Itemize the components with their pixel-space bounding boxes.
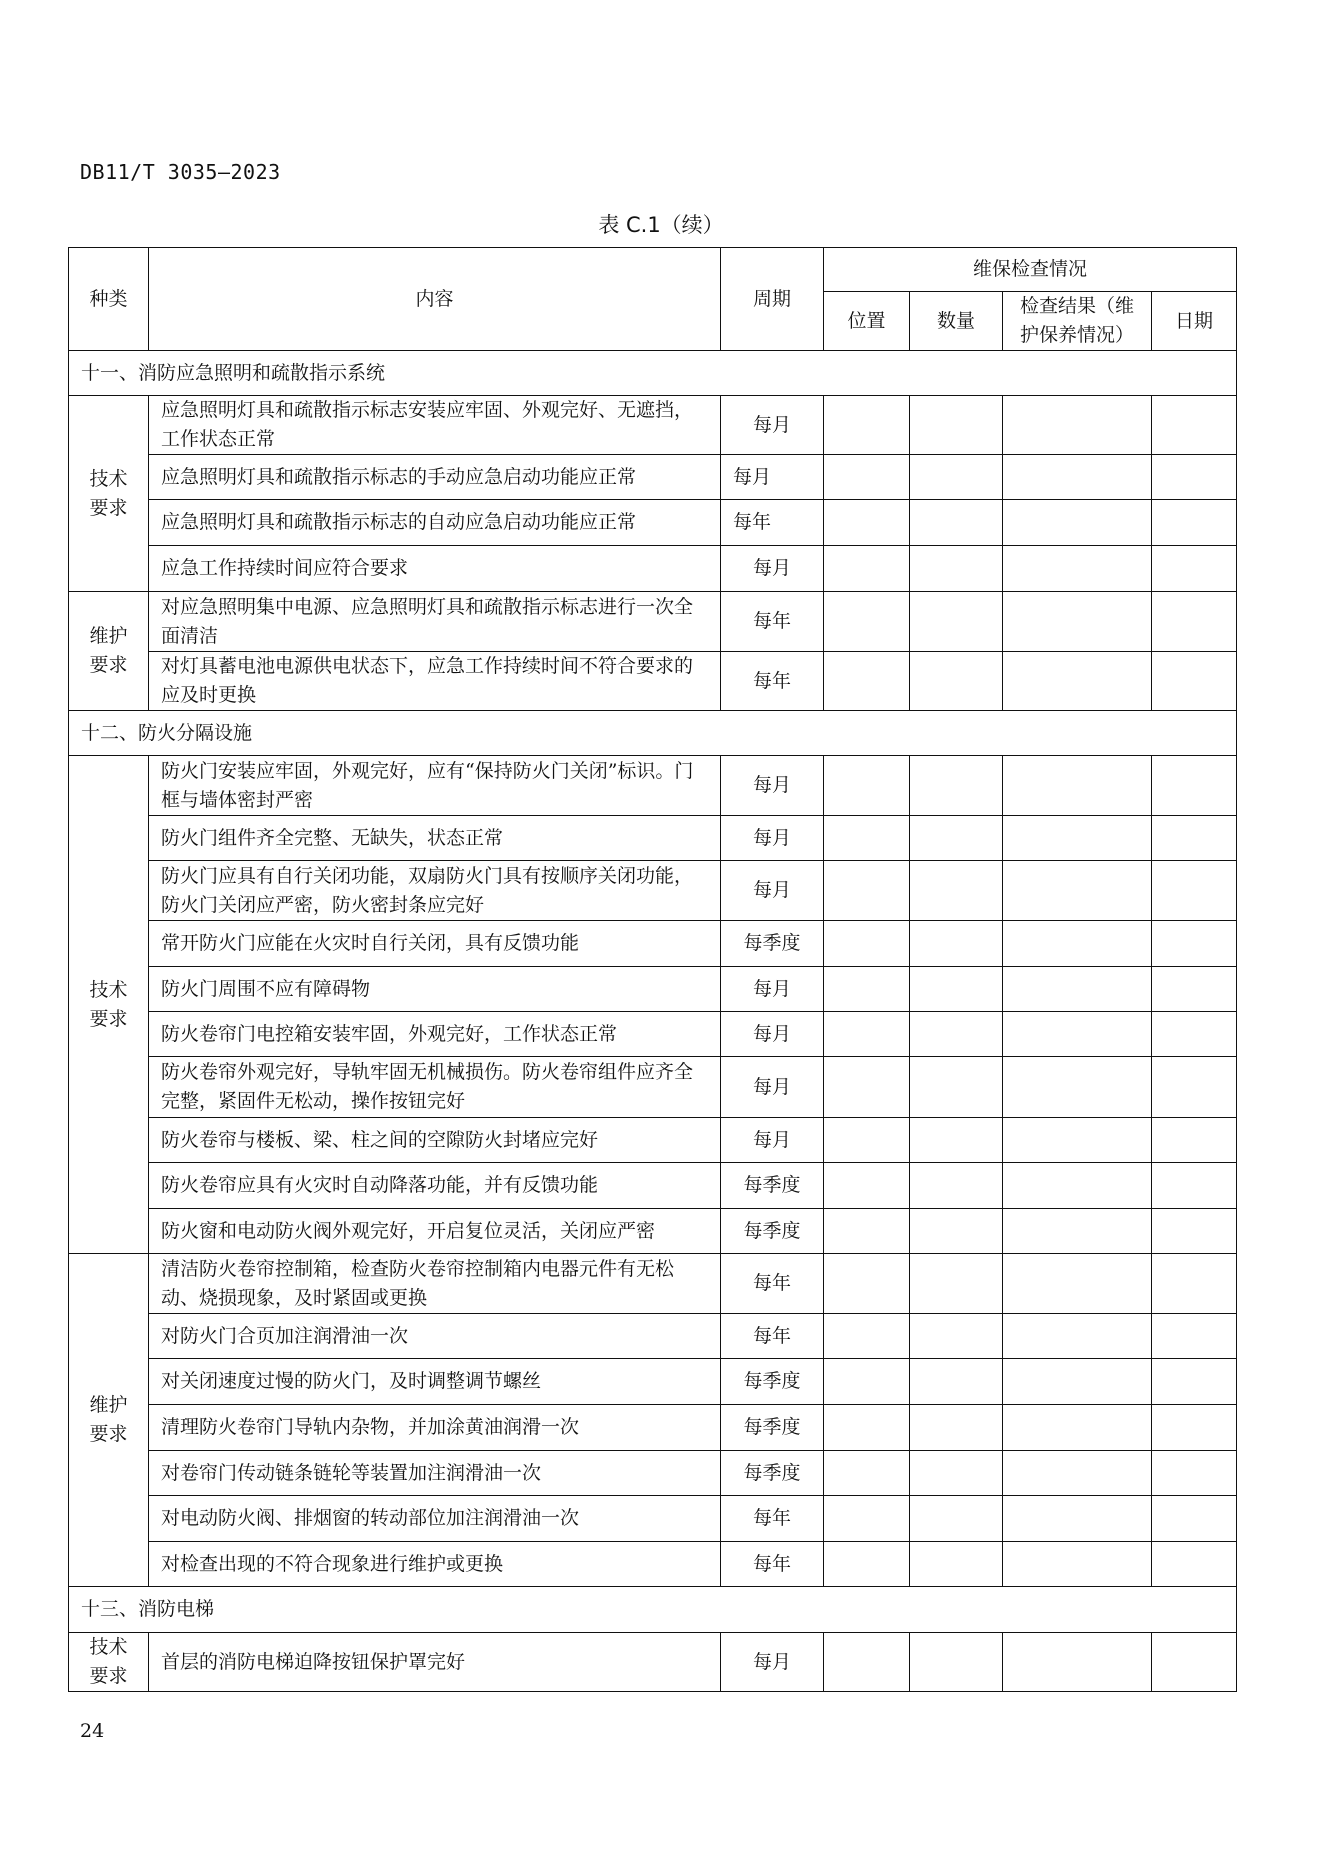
- result-cell[interactable]: [1003, 1012, 1152, 1057]
- table-row: [69, 1314, 1237, 1359]
- table-row: [69, 1057, 1237, 1118]
- location-cell[interactable]: [824, 546, 910, 592]
- quantity-cell[interactable]: [910, 1451, 1003, 1496]
- table-row: [69, 1405, 1237, 1451]
- maintenance-check-table: [68, 247, 1237, 1692]
- category-label-line1: 维护: [89, 625, 128, 647]
- cycle-cell: 每月: [721, 1057, 824, 1118]
- date-cell[interactable]: [1152, 1633, 1237, 1692]
- result-cell[interactable]: [1003, 1451, 1152, 1496]
- quantity-cell[interactable]: [910, 546, 1003, 592]
- cycle-cell: 每年: [721, 500, 824, 546]
- date-cell[interactable]: [1152, 500, 1237, 546]
- content-cell: 应急照明灯具和疏散指示标志的手动应急启动功能应正常: [149, 455, 721, 500]
- quantity-cell[interactable]: [910, 652, 1003, 711]
- content-cell: 防火门安装应牢固，外观完好，应有“保持防火门关闭”标识。门框与墙体密封严密: [149, 756, 721, 816]
- cycle-cell: 每月: [721, 861, 824, 921]
- location-cell[interactable]: [824, 861, 910, 921]
- section-title: 十一、消防应急照明和疏散指示系统: [69, 351, 1237, 396]
- cycle-cell: 每季度: [721, 921, 824, 967]
- cycle-cell: 每月: [721, 756, 824, 816]
- result-cell[interactable]: [1003, 816, 1152, 861]
- quantity-cell[interactable]: [910, 1209, 1003, 1254]
- cycle-cell: 每月: [721, 1633, 824, 1692]
- quantity-cell[interactable]: [910, 1057, 1003, 1118]
- content-cell: 防火卷帘外观完好，导轨牢固无机械损伤。防火卷帘组件应齐全完整，紧固件无松动，操作按钮完好: [149, 1057, 721, 1118]
- date-cell[interactable]: [1152, 1359, 1237, 1405]
- date-cell[interactable]: [1152, 1209, 1237, 1254]
- cycle-cell: 每月: [721, 816, 824, 861]
- result-cell[interactable]: [1003, 1359, 1152, 1405]
- category-label-line1: 技术: [89, 1636, 128, 1658]
- quantity-cell[interactable]: [910, 967, 1003, 1012]
- header-cycle: 周期: [721, 248, 824, 351]
- table-row: [69, 1163, 1237, 1209]
- location-cell[interactable]: [824, 500, 910, 546]
- result-cell[interactable]: [1003, 756, 1152, 816]
- table-row: [69, 1542, 1237, 1587]
- table-title: 表 C.1（续）: [598, 213, 724, 237]
- quantity-cell[interactable]: [910, 1496, 1003, 1542]
- table-row: [69, 455, 1237, 500]
- table-row: [69, 967, 1237, 1012]
- category-label-line2: 要求: [89, 496, 128, 519]
- category-label-line2: 要求: [89, 1007, 128, 1030]
- cycle-cell: 每季度: [721, 1405, 824, 1451]
- result-cell[interactable]: [1003, 967, 1152, 1012]
- header-content: 内容: [149, 248, 721, 351]
- quantity-cell[interactable]: [910, 1405, 1003, 1451]
- location-cell[interactable]: [824, 1359, 910, 1405]
- content-cell: 防火门周围不应有障碍物: [149, 967, 721, 1012]
- content-cell: 防火卷帘与楼板、梁、柱之间的空隙防火封堵应完好: [149, 1118, 721, 1163]
- cycle-cell: 每年: [721, 592, 824, 652]
- location-cell[interactable]: [824, 1254, 910, 1314]
- result-cell[interactable]: [1003, 1405, 1152, 1451]
- content-cell: 防火卷帘应具有火灾时自动降落功能，并有反馈功能: [149, 1163, 721, 1209]
- header-result: [1003, 292, 1152, 351]
- page-number: 24: [80, 1720, 105, 1742]
- content-cell: 对电动防火阀、排烟窗的转动部位加注润滑油一次: [149, 1496, 721, 1542]
- content-cell: 防火窗和电动防火阀外观完好，开启复位灵活，关闭应严密: [149, 1209, 721, 1254]
- cycle-cell: 每季度: [721, 1359, 824, 1405]
- result-cell[interactable]: [1003, 1254, 1152, 1314]
- result-cell[interactable]: [1003, 1633, 1152, 1692]
- location-cell[interactable]: [824, 592, 910, 652]
- cycle-cell: 每月: [721, 546, 824, 592]
- cycle-cell: 每月: [721, 967, 824, 1012]
- location-cell[interactable]: [824, 1012, 910, 1057]
- location-cell[interactable]: [824, 1405, 910, 1451]
- result-cell[interactable]: [1003, 861, 1152, 921]
- quantity-cell[interactable]: [910, 921, 1003, 967]
- quantity-cell[interactable]: [910, 816, 1003, 861]
- result-cell[interactable]: [1003, 1542, 1152, 1587]
- result-cell[interactable]: [1003, 652, 1152, 711]
- cycle-cell: 每季度: [721, 1451, 824, 1496]
- content-cell: 首层的消防电梯迫降按钮保护罩完好: [149, 1633, 721, 1692]
- cycle-cell: 每年: [721, 1496, 824, 1542]
- header-category: 种类: [69, 248, 149, 351]
- content-cell: 应急照明灯具和疏散指示标志安装应牢固、外观完好、无遮挡，工作状态正常: [149, 396, 721, 455]
- location-cell[interactable]: [824, 1633, 910, 1692]
- header-result-line2: 护保养情况）: [1019, 324, 1134, 346]
- content-cell: 对卷帘门传动链条链轮等装置加注润滑油一次: [149, 1451, 721, 1496]
- quantity-cell[interactable]: [910, 500, 1003, 546]
- header-location: 位置: [824, 292, 910, 351]
- quantity-cell[interactable]: [910, 861, 1003, 921]
- quantity-cell[interactable]: [910, 592, 1003, 652]
- cycle-cell: 每月: [721, 1118, 824, 1163]
- location-cell[interactable]: [824, 652, 910, 711]
- location-cell[interactable]: [824, 756, 910, 816]
- table-row: [69, 1451, 1237, 1496]
- table-row: [69, 396, 1237, 455]
- location-cell[interactable]: [824, 1451, 910, 1496]
- result-cell[interactable]: [1003, 592, 1152, 652]
- table-row: [69, 756, 1237, 816]
- quantity-cell[interactable]: [910, 1118, 1003, 1163]
- location-cell[interactable]: [824, 816, 910, 861]
- category-cell: [69, 1633, 149, 1692]
- table-row: [69, 816, 1237, 861]
- cycle-cell: 每年: [721, 1314, 824, 1359]
- content-cell: 对检查出现的不符合现象进行维护或更换: [149, 1542, 721, 1587]
- date-cell[interactable]: [1152, 756, 1237, 816]
- date-cell[interactable]: [1152, 455, 1237, 500]
- document-id: DB11/T 3035—2023: [80, 160, 281, 184]
- cycle-cell: 每季度: [721, 1163, 824, 1209]
- content-cell: 对防火门合页加注润滑油一次: [149, 1314, 721, 1359]
- table-row: [69, 1496, 1237, 1542]
- content-cell: 防火门组件齐全完整、无缺失，状态正常: [149, 816, 721, 861]
- content-cell: 防火门应具有自行关闭功能，双扇防火门具有按顺序关闭功能，防火门关闭应严密，防火密封条应完好: [149, 861, 721, 921]
- header-date: 日期: [1152, 292, 1237, 351]
- date-cell[interactable]: [1152, 1451, 1237, 1496]
- date-cell[interactable]: [1152, 1405, 1237, 1451]
- table-row: [69, 1118, 1237, 1163]
- table-row: [69, 1359, 1237, 1405]
- quantity-cell[interactable]: [910, 1314, 1003, 1359]
- location-cell[interactable]: [824, 1496, 910, 1542]
- category-cell: [69, 592, 149, 711]
- content-cell: 对灯具蓄电池电源供电状态下，应急工作持续时间不符合要求的应及时更换: [149, 652, 721, 711]
- category-label-line1: 技术: [89, 978, 128, 1001]
- cycle-cell: 每月: [721, 396, 824, 455]
- quantity-cell[interactable]: [910, 756, 1003, 816]
- category-label-line2: 要求: [89, 1665, 128, 1687]
- quantity-cell[interactable]: [910, 396, 1003, 455]
- content-cell: 清理防火卷帘门导轨内杂物，并加涂黄油润滑一次: [149, 1405, 721, 1451]
- table-row: [69, 592, 1237, 652]
- date-cell[interactable]: [1152, 1163, 1237, 1209]
- result-cell[interactable]: [1003, 396, 1152, 455]
- date-cell[interactable]: [1152, 546, 1237, 592]
- cycle-cell: 每年: [721, 1542, 824, 1587]
- date-cell[interactable]: [1152, 921, 1237, 967]
- table-row: [69, 500, 1237, 546]
- location-cell[interactable]: [824, 1118, 910, 1163]
- category-label-line1: 维护: [89, 1394, 128, 1416]
- table-row: [69, 1633, 1237, 1692]
- date-cell[interactable]: [1152, 816, 1237, 861]
- date-cell[interactable]: [1152, 1118, 1237, 1163]
- category-label-line2: 要求: [89, 654, 128, 676]
- content-cell: 对应急照明集中电源、应急照明灯具和疏散指示标志进行一次全面清洁: [149, 592, 721, 652]
- category-label-line2: 要求: [89, 1423, 128, 1445]
- cycle-cell: 每月: [721, 455, 824, 500]
- date-cell[interactable]: [1152, 1012, 1237, 1057]
- location-cell[interactable]: [824, 1314, 910, 1359]
- table-row: [69, 546, 1237, 592]
- quantity-cell[interactable]: [910, 1542, 1003, 1587]
- table-row: [69, 861, 1237, 921]
- quantity-cell[interactable]: [910, 1359, 1003, 1405]
- cycle-cell: 每月: [721, 1012, 824, 1057]
- date-cell[interactable]: [1152, 592, 1237, 652]
- content-cell: 应急工作持续时间应符合要求: [149, 546, 721, 592]
- category-cell: [69, 756, 149, 1254]
- category-cell: [69, 396, 149, 592]
- result-cell[interactable]: [1003, 455, 1152, 500]
- cycle-cell: 每季度: [721, 1209, 824, 1254]
- quantity-cell[interactable]: [910, 455, 1003, 500]
- quantity-cell[interactable]: [910, 1633, 1003, 1692]
- result-cell[interactable]: [1003, 921, 1152, 967]
- quantity-cell[interactable]: [910, 1012, 1003, 1057]
- location-cell[interactable]: [824, 921, 910, 967]
- table-row: [69, 921, 1237, 967]
- location-cell[interactable]: [824, 1542, 910, 1587]
- date-cell[interactable]: [1152, 861, 1237, 921]
- category-label-line1: 技术: [89, 467, 128, 490]
- date-cell[interactable]: [1152, 1496, 1237, 1542]
- section-title: 十三、消防电梯: [69, 1587, 1237, 1633]
- result-cell[interactable]: [1003, 1209, 1152, 1254]
- content-cell: 对关闭速度过慢的防火门，及时调整调节螺丝: [149, 1359, 721, 1405]
- header-result-line1: 检查结果（维: [1019, 295, 1134, 317]
- location-cell[interactable]: [824, 1209, 910, 1254]
- date-cell[interactable]: [1152, 1254, 1237, 1314]
- content-cell: 应急照明灯具和疏散指示标志的自动应急启动功能应正常: [149, 500, 721, 546]
- category-cell: [69, 1254, 149, 1587]
- result-cell[interactable]: [1003, 1314, 1152, 1359]
- cycle-cell: 每年: [721, 652, 824, 711]
- content-cell: 清洁防火卷帘控制箱，检查防火卷帘控制箱内电器元件有无松动、烧损现象，及时紧固或更换: [149, 1254, 721, 1314]
- date-cell[interactable]: [1152, 652, 1237, 711]
- result-cell[interactable]: [1003, 546, 1152, 592]
- date-cell[interactable]: [1152, 1057, 1237, 1118]
- quantity-cell[interactable]: [910, 1254, 1003, 1314]
- location-cell[interactable]: [824, 1163, 910, 1209]
- header-maintenance-group: 维保检查情况: [824, 248, 1237, 292]
- content-cell: 常开防火门应能在火灾时自行关闭，具有反馈功能: [149, 921, 721, 967]
- quantity-cell[interactable]: [910, 1163, 1003, 1209]
- table-row: [69, 652, 1237, 711]
- date-cell[interactable]: [1152, 1314, 1237, 1359]
- date-cell[interactable]: [1152, 1542, 1237, 1587]
- section-title: 十二、防火分隔设施: [69, 711, 1237, 756]
- table-row: [69, 1254, 1237, 1314]
- date-cell[interactable]: [1152, 967, 1237, 1012]
- date-cell[interactable]: [1152, 396, 1237, 455]
- result-cell[interactable]: [1003, 1057, 1152, 1118]
- location-cell[interactable]: [824, 455, 910, 500]
- location-cell[interactable]: [824, 396, 910, 455]
- result-cell[interactable]: [1003, 500, 1152, 546]
- header-quantity: 数量: [910, 292, 1003, 351]
- table-row: [69, 1012, 1237, 1057]
- result-cell[interactable]: [1003, 1496, 1152, 1542]
- location-cell[interactable]: [824, 967, 910, 1012]
- table-row: [69, 1209, 1237, 1254]
- location-cell[interactable]: [824, 1057, 910, 1118]
- result-cell[interactable]: [1003, 1163, 1152, 1209]
- result-cell[interactable]: [1003, 1118, 1152, 1163]
- cycle-cell: 每年: [721, 1254, 824, 1314]
- content-cell: 防火卷帘门电控箱安装牢固，外观完好，工作状态正常: [149, 1012, 721, 1057]
